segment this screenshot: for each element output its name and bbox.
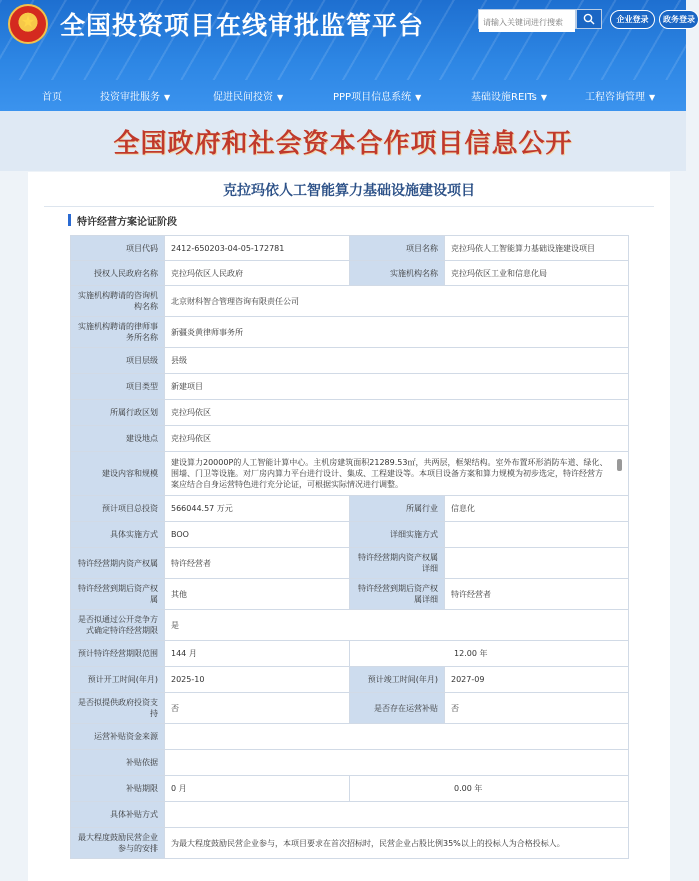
field-label: 授权人民政府名称 bbox=[71, 261, 165, 286]
field-value bbox=[165, 724, 629, 750]
field-label: 实施机构名称 bbox=[350, 261, 445, 286]
field-value: 否 bbox=[445, 693, 629, 724]
caret-down-icon: ▼ bbox=[649, 93, 656, 102]
field-label: 特许经营期内资产权属详细 bbox=[350, 548, 445, 579]
field-value: 县级 bbox=[165, 348, 629, 374]
field-value: 特许经营者 bbox=[165, 548, 350, 579]
nav-home[interactable] bbox=[42, 84, 62, 111]
nav-label: 工程咨询管理 bbox=[585, 92, 645, 103]
nav-ppp-system[interactable] bbox=[333, 84, 421, 111]
field-value: 新建项目 bbox=[165, 374, 629, 400]
field-value: 566044.57 万元 bbox=[165, 496, 350, 522]
field-label: 最大程度鼓励民营企业参与的安排 bbox=[71, 828, 165, 859]
field-value: 克拉玛依区 bbox=[165, 426, 629, 452]
table-row bbox=[71, 828, 629, 859]
field-label: 具体补贴方式 bbox=[71, 802, 165, 828]
main-nav bbox=[0, 84, 686, 111]
field-value: 建设算力20000P的人工智能计算中心。主机房建筑面积21289.53㎡，共两层，框架结构。室外布置环形消防车道、绿化、围墙、门卫等设施。对厂房内算力平台进行设计、集成、工程建设等。本项目设备方案和算力规模为初步选定，特许经营方案应结合自身运营特色进行充分论证，可根据实际情况进行调整。 bbox=[171, 458, 608, 489]
table-row bbox=[71, 641, 629, 667]
field-value: 克拉玛依区人民政府 bbox=[165, 261, 350, 286]
field-value: 克拉玛依区 bbox=[165, 400, 629, 426]
divider bbox=[44, 206, 654, 207]
field-label: 项目名称 bbox=[350, 236, 445, 261]
national-emblem-icon: ★ bbox=[8, 4, 48, 44]
table-row bbox=[71, 286, 629, 317]
search-box bbox=[478, 9, 576, 29]
table-row bbox=[71, 426, 629, 452]
field-value: 其他 bbox=[165, 579, 350, 610]
table-row bbox=[71, 802, 629, 828]
field-value: 为最大程度鼓励民营企业参与，本项目要求在首次招标时，民营企业占股比例35%以上的投标人为合格投标人。 bbox=[165, 828, 629, 859]
gov-login-button[interactable]: 政务登录 bbox=[659, 10, 699, 29]
field-value: 新疆炎黄律师事务所 bbox=[165, 317, 629, 348]
table-row bbox=[71, 750, 629, 776]
field-value: 12.00 年 bbox=[350, 641, 629, 667]
field-value: 克拉玛依人工智能算力基础设施建设项目 bbox=[445, 236, 629, 261]
field-value: 2025-10 bbox=[165, 667, 350, 693]
field-value bbox=[445, 548, 629, 579]
table-row bbox=[71, 236, 629, 261]
table-row bbox=[71, 610, 629, 641]
field-value bbox=[165, 802, 629, 828]
field-label: 预计项目总投资 bbox=[71, 496, 165, 522]
field-label: 是否存在运营补贴 bbox=[350, 693, 445, 724]
table-row bbox=[71, 261, 629, 286]
field-label: 运营补贴资金来源 bbox=[71, 724, 165, 750]
table-row bbox=[71, 496, 629, 522]
caret-down-icon: ▼ bbox=[415, 93, 422, 102]
nav-private-investment[interactable] bbox=[213, 84, 283, 111]
nav-approval-services[interactable] bbox=[100, 84, 170, 111]
field-value: 144 月 bbox=[165, 641, 350, 667]
field-label: 预计特许经营期限范围 bbox=[71, 641, 165, 667]
scrollbar-thumb[interactable] bbox=[617, 459, 622, 471]
field-value: 信息化 bbox=[445, 496, 629, 522]
nav-label: 基础设施REITs bbox=[471, 92, 537, 103]
field-value: 0.00 年 bbox=[350, 776, 629, 802]
table-row bbox=[71, 400, 629, 426]
field-value: 是 bbox=[165, 610, 629, 641]
scope-scroll-area[interactable] bbox=[171, 457, 622, 490]
field-label: 建设内容和规模 bbox=[71, 452, 165, 496]
field-value: BOO bbox=[165, 522, 350, 548]
table-row bbox=[71, 776, 629, 802]
field-label: 特许经营期内资产权属 bbox=[71, 548, 165, 579]
table-row bbox=[71, 317, 629, 348]
stage-marker bbox=[68, 214, 71, 226]
site-title: 全国投资项目在线审批监管平台 bbox=[60, 11, 425, 40]
caret-down-icon: ▼ bbox=[277, 93, 284, 102]
field-label: 补贴依据 bbox=[71, 750, 165, 776]
field-label: 建设地点 bbox=[71, 426, 165, 452]
table-row bbox=[71, 579, 629, 610]
search-icon bbox=[583, 13, 595, 25]
field-value: 北京财科智合管理咨询有限责任公司 bbox=[165, 286, 629, 317]
field-label: 详细实施方式 bbox=[350, 522, 445, 548]
banner bbox=[0, 111, 686, 171]
field-label: 预计开工时间(年月) bbox=[71, 667, 165, 693]
scope-cell[interactable] bbox=[165, 452, 629, 496]
search-input[interactable] bbox=[479, 14, 575, 32]
field-value bbox=[165, 750, 629, 776]
table-row bbox=[71, 374, 629, 400]
field-value: 2027-09 bbox=[445, 667, 629, 693]
table-row bbox=[71, 667, 629, 693]
field-label: 所属行政区划 bbox=[71, 400, 165, 426]
field-label: 是否拟通过公开竞争方式确定特许经营期限 bbox=[71, 610, 165, 641]
nav-label: PPP项目信息系统 bbox=[333, 92, 412, 103]
table-row bbox=[71, 724, 629, 750]
site-header bbox=[0, 0, 695, 111]
field-value: 否 bbox=[165, 693, 350, 724]
nav-label: 投资审批服务 bbox=[100, 92, 160, 103]
field-label: 具体实施方式 bbox=[71, 522, 165, 548]
table-row bbox=[71, 522, 629, 548]
nav-label: 首页 bbox=[42, 92, 62, 103]
field-label: 实施机构聘请的律师事务所名称 bbox=[71, 317, 165, 348]
table-row bbox=[71, 548, 629, 579]
field-label: 项目类型 bbox=[71, 374, 165, 400]
field-label: 特许经营到期后资产权属 bbox=[71, 579, 165, 610]
field-value: 0 月 bbox=[165, 776, 350, 802]
nav-consulting[interactable] bbox=[585, 84, 655, 111]
company-login-button[interactable]: 企业登录 bbox=[610, 10, 655, 29]
field-value: 克拉玛依区工业和信息化局 bbox=[445, 261, 629, 286]
banner-title: 全国政府和社会资本合作项目信息公开 bbox=[113, 129, 573, 159]
field-label: 项目代码 bbox=[71, 236, 165, 261]
caret-down-icon: ▼ bbox=[540, 93, 548, 102]
field-value: 特许经营者 bbox=[445, 579, 629, 610]
stage-heading bbox=[68, 213, 177, 227]
field-label: 预计竣工时间(年月) bbox=[350, 667, 445, 693]
table-row bbox=[71, 693, 629, 724]
nav-label: 促进民间投资 bbox=[213, 92, 273, 103]
field-value: 2412-650203-04-05-172781 bbox=[165, 236, 350, 261]
search-button[interactable] bbox=[576, 9, 602, 29]
field-value bbox=[445, 522, 629, 548]
nav-reits[interactable] bbox=[471, 84, 547, 111]
table-row bbox=[71, 452, 629, 496]
stage-label: 特许经营方案论证阶段 bbox=[77, 216, 177, 228]
field-label: 项目层级 bbox=[71, 348, 165, 374]
field-label: 是否拟提供政府投资支持 bbox=[71, 693, 165, 724]
field-label: 实施机构聘请的咨询机构名称 bbox=[71, 286, 165, 317]
caret-down-icon: ▼ bbox=[164, 93, 171, 102]
field-label: 补贴期限 bbox=[71, 776, 165, 802]
table-row bbox=[71, 348, 629, 374]
field-label: 所属行业 bbox=[350, 496, 445, 522]
project-title: 克拉玛依人工智能算力基础设施建设项目 bbox=[223, 183, 475, 199]
project-details-table bbox=[70, 235, 629, 859]
field-label: 特许经营到期后资产权属详细 bbox=[350, 579, 445, 610]
